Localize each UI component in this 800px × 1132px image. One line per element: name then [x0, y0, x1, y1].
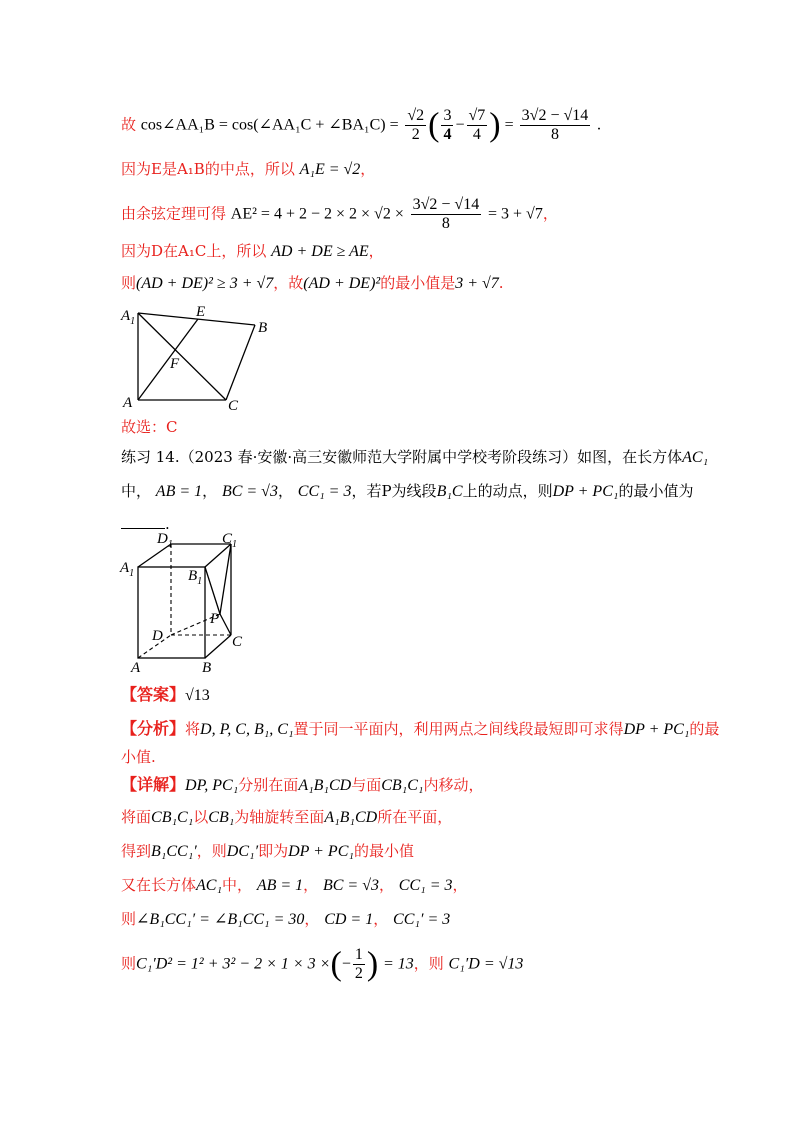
detail-line1: 【详解】DP, PC₁分别在面A₁B₁CD与面CB₁C₁内移动，: [121, 775, 484, 794]
cosine-law-math-b: = 3 + √7: [488, 205, 543, 223]
cuboid-label-A: A: [131, 660, 141, 675]
detail-line4: 又在长方体AC₁中， AB = 1， BC = √3， CC₁ = 3，: [121, 876, 468, 894]
line-d-on-a1c: 因为D在A₁C上，所以 AD + DE ≥ AE，: [121, 242, 384, 260]
cuboid-label-C1: $C_1$: [222, 531, 238, 550]
cosine-law-math-a: AE² = 4 + 2 − 2 × 2 × √2 ×: [230, 205, 404, 223]
figure-quadrilateral: [118, 304, 288, 416]
exercise-bc: BC = √3: [221, 483, 278, 500]
cuboid-label-A1: $A_1$: [120, 560, 135, 579]
fraction-3-over-4: $\frac{3}{4}$: [443, 107, 452, 143]
analysis-line1: 【分析】将D, P, C, B₁, C₁置于同一平面内，利用两点之间线段最短即可求得DP + PC₁的最: [121, 719, 720, 738]
analysis-tag: 【分析】: [121, 719, 186, 738]
analysis-expr: DP + PC₁: [623, 721, 690, 738]
cos-expression: cos∠AA₁B = cos(∠AA₁C + ∠BA₁C) =: [140, 116, 399, 134]
d-on-a1c-text: 因为D在A₁C上，所以: [121, 242, 267, 260]
answer-line: [121, 684, 210, 707]
detail-line3: 得到B₁CC₁′，则DC₁′即为DP + PC₁的最小值: [121, 842, 414, 860]
exercise-line1: 练习 14.（2023 春·安徽·高三安徽师范大学附属中学校考阶段练习）如图，在长方体AC₁: [121, 448, 709, 466]
label-C: C: [228, 398, 239, 414]
figure-cuboid: [118, 530, 258, 675]
exercise-b1c: B₁C: [436, 483, 463, 500]
line-cosine-law: 由余弦定理可得 AE² = 4 + 2 − 2 × 2 × √2 × $\frac{3√2 - √14}{8}$ = 3 + √7，: [121, 196, 558, 232]
line-cos-formula: 故 cos∠AA₁B = cos(∠AA₁C + ∠BA₁C) = $\frac{√2}{2}$ ( $\frac{3}{4}$ − $\frac{√7}{4}$ ) = $\frac{3√2 - √14}{8}$ .: [121, 106, 602, 144]
text-gu: 故: [121, 115, 137, 134]
fraction-result: $\frac{3√2 - √14}{8}$: [521, 107, 589, 143]
fraction-sqrt2-over-2: $\frac{√2}{2}$: [407, 107, 425, 143]
exercise-ab: AB = 1: [155, 483, 203, 500]
cuboid-label-B: B: [202, 660, 212, 675]
exercise-number: 练习 14.: [121, 448, 180, 466]
answer-tag: 【答案】: [121, 685, 186, 704]
fraction-sqrt7-over-4: $\frac{√7}{4}$: [468, 107, 486, 143]
cuboid-label-P: P: [210, 611, 220, 627]
label-B: B: [258, 320, 268, 336]
cosine-law-fraction: $\frac{3√2 - √14}{8}$: [412, 196, 480, 232]
conclusion-math-a: (AD + DE)² ≥ 3 + √7: [136, 275, 274, 292]
answer-blank: [121, 512, 165, 529]
exercise-line2: 中， AB = 1， BC = √3， CC₁ = 3，若P为线段B₁C上的动点，则DP + PC₁的最小值为: [121, 482, 694, 500]
line-conclusion: 则(AD + DE)² ≥ 3 + √7，故(AD + DE)²的最小值是3 + √7.: [121, 274, 504, 292]
detail-line5: 则∠B₁CC₁′ = ∠B₁CC₁ = 30， CD = 1， CC₁′ = 3: [121, 910, 451, 928]
cosine-law-text: 由余弦定理可得: [121, 204, 227, 223]
label-A: A: [123, 395, 133, 411]
cuboid-label-D: D: [152, 628, 163, 644]
detail-line6: 则C₁′D² = 1² + 3² − 2 × 1 × 3 ×(− $\frac{1}{2}$ ) = 13，则 C₁′D = √13: [121, 945, 524, 983]
label-E: E: [196, 304, 206, 320]
line-midpoint: 因为E是A₁B的中点，所以 A₁E = √2，: [121, 160, 376, 178]
d-on-a1c-math: AD + DE ≥ AE: [271, 243, 369, 260]
label-A1: $A_1$: [121, 308, 136, 327]
answer-value: √13: [185, 687, 210, 704]
conclusion-math-c: 3 + √7: [455, 275, 499, 292]
detail-tag: 【详解】: [121, 775, 186, 794]
cuboid-label-C: C: [232, 634, 243, 650]
exercise-ac1: AC₁: [682, 449, 709, 466]
conclusion-math-b: (AD + DE)²: [303, 275, 381, 292]
label-F: F: [170, 356, 180, 372]
exercise-cc1: CC₁ = 3: [297, 483, 352, 500]
exercise-source: （2023 春·安徽·高三安徽师范大学附属中学校考阶段练习）: [179, 448, 578, 466]
exercise-expr: DP + PC₁: [552, 483, 619, 500]
midpoint-math: A₁E = √2: [299, 161, 361, 178]
analysis-points: D, P, C, B₁, C₁: [200, 721, 294, 738]
cuboid-label-B1: $B_1$: [188, 568, 203, 587]
cuboid-label-D1: $D_1$: [157, 531, 173, 550]
analysis-line2: 小值.: [121, 748, 156, 766]
choice-line: 故选：C: [121, 418, 178, 436]
exercise-line3: .: [121, 512, 170, 535]
fraction-one-half: $\frac{1}{2}$: [354, 946, 363, 982]
midpoint-text: 因为E是A₁B的中点，所以: [121, 160, 295, 178]
detail-line2: 将面CB₁C₁以CB₁为轴旋转至面A₁B₁CD所在平面，: [121, 808, 453, 826]
